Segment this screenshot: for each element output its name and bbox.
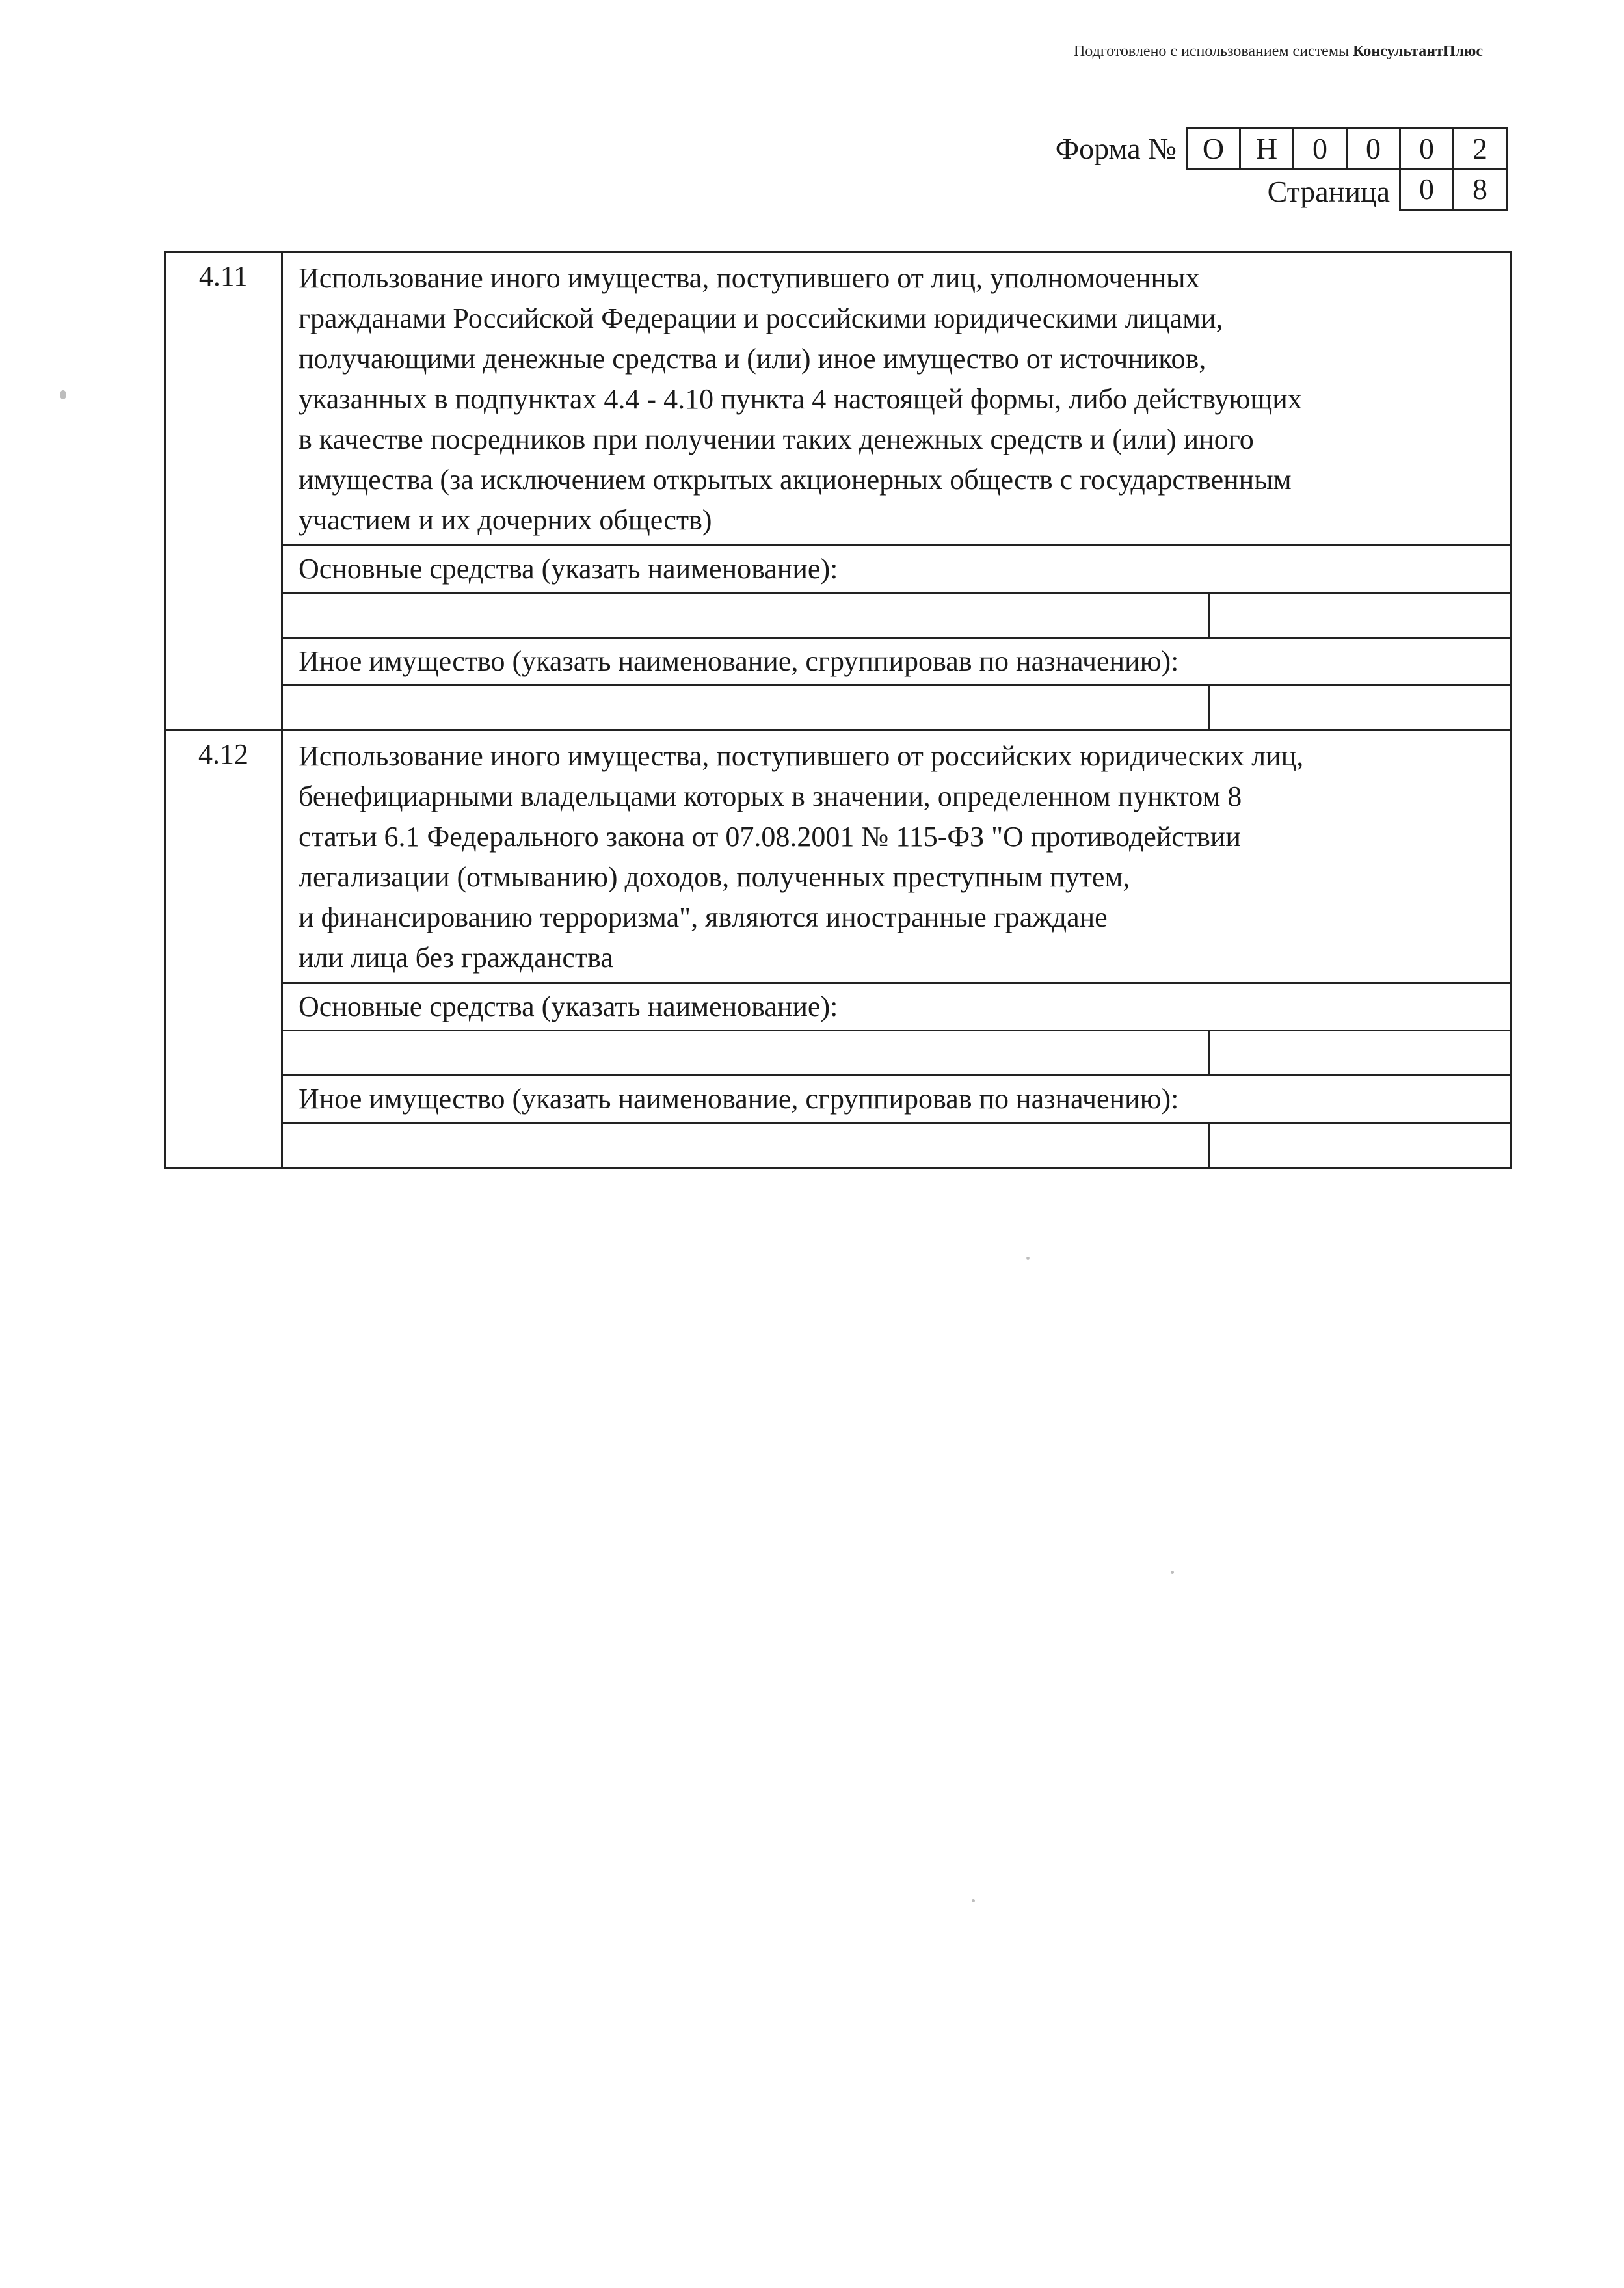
consultant-plus-brand: КонсультантПлюс [1353, 43, 1483, 60]
other-property-value-field[interactable] [1210, 1123, 1511, 1168]
scan-speck [1171, 1571, 1174, 1574]
fixed-assets-entry-row [165, 1031, 1511, 1076]
form-code-char: Н [1241, 129, 1294, 168]
description-line: Использование иного имущества, поступившего от лиц, уполномоченных [299, 262, 1200, 294]
prepared-prefix: Подготовлено с использованием системы [1073, 43, 1353, 60]
description-line: гражданами Российской Федерации и российскими юридическими лицами, [299, 302, 1223, 334]
section-number: 4.11 [165, 252, 282, 730]
prepared-with-note [976, 43, 1483, 60]
section-description [282, 730, 1511, 983]
form-code-char: 0 [1401, 129, 1454, 168]
description-line: легализации (отмыванию) доходов, полученных преступным путем, [299, 861, 1130, 893]
section-number: 4.12 [165, 730, 282, 1168]
fixed-assets-name-field[interactable] [282, 1031, 1210, 1076]
scan-speck [60, 390, 66, 399]
other-property-name-field[interactable] [282, 1123, 1210, 1168]
scan-speck [972, 1899, 975, 1902]
section-row [165, 730, 1511, 983]
fixed-assets-entry-row [165, 593, 1511, 638]
description-line: Использование иного имущества, поступившего от российских юридических лиц, [299, 740, 1304, 772]
form-code-char: 0 [1294, 129, 1348, 168]
page-code-boxes [1399, 170, 1508, 211]
description-line: имущества (за исключением открытых акционерных обществ с государственным [299, 464, 1292, 496]
other-property-name-field[interactable] [282, 685, 1210, 730]
description-line: участием и их дочерних обществ) [299, 504, 712, 536]
other-property-heading-row [165, 1076, 1511, 1123]
property-usage-table [164, 251, 1512, 1169]
other-property-label: Иное имущество (указать наименование, сгруппировав по назначению): [282, 638, 1511, 685]
fixed-assets-label: Основные средства (указать наименование): [282, 546, 1511, 593]
scan-speck [1026, 1257, 1030, 1260]
form-code-char: 2 [1454, 129, 1508, 168]
page-code-char: 8 [1454, 170, 1508, 209]
page-number-label: Страница [1267, 175, 1390, 208]
form-code-boxes [1186, 127, 1508, 170]
page-code-char: 0 [1401, 170, 1454, 209]
other-property-value-field[interactable] [1210, 685, 1511, 730]
fixed-assets-name-field[interactable] [282, 593, 1210, 638]
section-row [165, 252, 1511, 546]
description-line: и финансированию терроризма", являются иностранные граждане [299, 901, 1108, 933]
form-code-char: 0 [1348, 129, 1401, 168]
description-line: статьи 6.1 Федерального закона от 07.08.2001 № 115-ФЗ "О противодействии [299, 821, 1241, 853]
fixed-assets-value-field[interactable] [1210, 1031, 1511, 1076]
description-line: в качестве посредников при получении таких денежных средств и (или) иного [299, 423, 1254, 455]
fixed-assets-heading-row [165, 983, 1511, 1031]
fixed-assets-value-field[interactable] [1210, 593, 1511, 638]
description-line: или лица без гражданства [299, 942, 613, 974]
other-property-label: Иное имущество (указать наименование, сгруппировав по назначению): [282, 1076, 1511, 1123]
description-line: бенефициарными владельцами которых в значении, определенном пунктом 8 [299, 780, 1242, 812]
other-property-entry-row [165, 685, 1511, 730]
description-line: указанных в подпунктах 4.4 - 4.10 пункта 4 настоящей формы, либо действующих [299, 383, 1302, 415]
other-property-heading-row [165, 638, 1511, 685]
form-code-char: О [1188, 129, 1241, 168]
fixed-assets-label: Основные средства (указать наименование): [282, 983, 1511, 1031]
other-property-entry-row [165, 1123, 1511, 1168]
section-description [282, 252, 1511, 546]
form-number-label: Форма № [1055, 132, 1177, 165]
form-code-row [1015, 127, 1508, 170]
fixed-assets-heading-row [165, 546, 1511, 593]
description-line: получающими денежные средства и (или) иное имущество от источников, [299, 343, 1206, 375]
page-number-row [1015, 170, 1508, 211]
form-number-block [1015, 127, 1508, 211]
